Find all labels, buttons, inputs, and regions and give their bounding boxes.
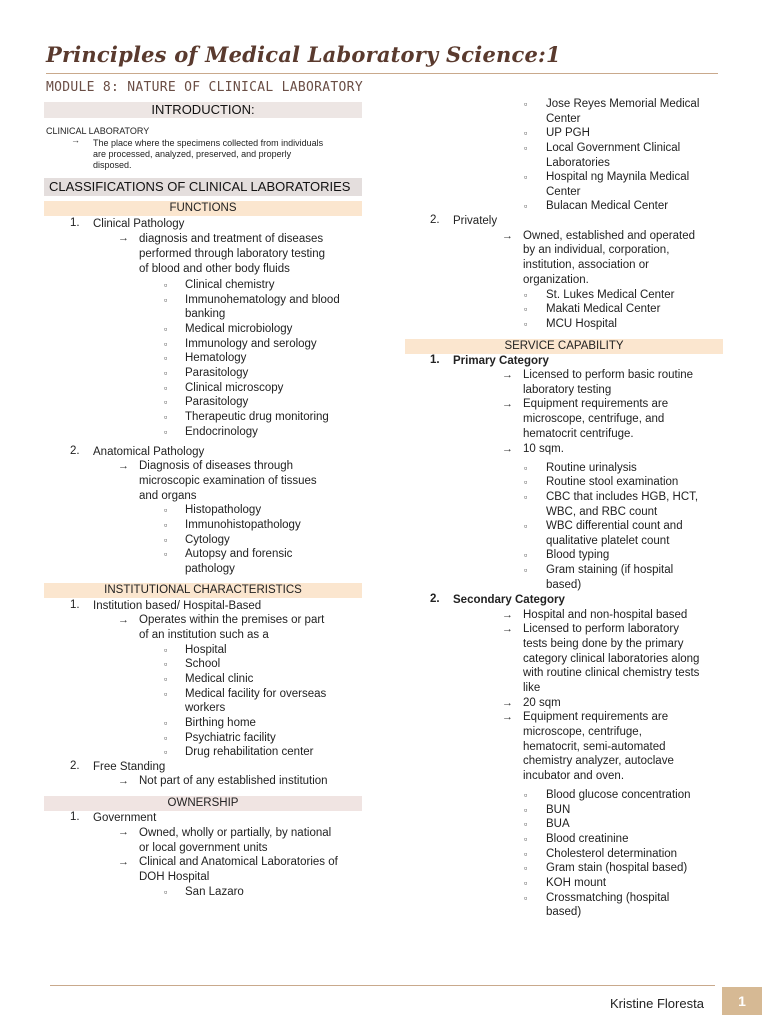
square-bullet-icon: ▫ — [524, 863, 528, 873]
arrow-icon: → — [502, 609, 513, 621]
square-bullet-icon: ▫ — [524, 790, 528, 800]
desc-line: of blood and other body fluids — [139, 263, 290, 275]
square-bullet-icon: ▫ — [524, 819, 528, 829]
author-name: Kristine Floresta — [610, 996, 704, 1011]
arrow-icon: → — [118, 460, 129, 472]
desc-line: Equipment requirements are — [523, 398, 669, 410]
list-item: Clinical chemistry — [185, 279, 275, 291]
list-item: based) — [546, 579, 582, 591]
list-item: Blood typing — [546, 549, 610, 561]
list-item: KOH mount — [546, 877, 607, 889]
desc-line: microscopic examination of tissues — [139, 475, 317, 487]
list-item: Hospital ng Maynila Medical — [546, 171, 690, 183]
square-bullet-icon: ▫ — [524, 99, 528, 109]
square-bullet-icon: ▫ — [164, 339, 168, 349]
square-bullet-icon: ▫ — [164, 412, 168, 422]
list-item: pathology — [185, 563, 235, 575]
square-bullet-icon: ▫ — [524, 304, 528, 314]
arrow-icon: → — [118, 232, 129, 244]
square-bullet-icon: ▫ — [524, 492, 528, 502]
list-item: Routine urinalysis — [546, 462, 637, 474]
desc-line: organization. — [523, 274, 589, 286]
desc-line: hematocrit, semi-automated — [523, 741, 666, 753]
arrow-icon: → — [118, 856, 129, 868]
list-item: Hematology — [185, 352, 247, 364]
square-bullet-icon: ▫ — [164, 520, 168, 530]
square-bullet-icon: ▫ — [164, 505, 168, 515]
square-bullet-icon: ▫ — [524, 565, 528, 575]
square-bullet-icon: ▫ — [164, 280, 168, 290]
footer-divider — [50, 985, 715, 986]
square-bullet-icon: ▫ — [524, 128, 528, 138]
square-bullet-icon: ▫ — [164, 718, 168, 728]
desc-line: tests being done by the primary — [523, 638, 684, 650]
arrow-icon: → — [502, 711, 513, 723]
square-bullet-icon: ▫ — [164, 295, 168, 305]
function-clinical-pathology: Clinical Pathology — [93, 218, 185, 230]
list-item: Medical facility for overseas — [185, 688, 327, 700]
list-item: Therapeutic drug monitoring — [185, 411, 329, 423]
list-item: Blood glucose concentration — [546, 789, 691, 801]
square-bullet-icon: ▫ — [524, 878, 528, 888]
square-bullet-icon: ▫ — [164, 353, 168, 363]
list-number: 1. — [70, 217, 80, 229]
list-item: Immunohematology and blood — [185, 294, 340, 306]
arrow-icon: → — [118, 775, 129, 787]
institution-based-title: Institution based/ Hospital-Based — [93, 600, 262, 612]
desc-line: or local government units — [139, 842, 268, 854]
list-item: Gram stain (hospital based) — [546, 862, 688, 874]
list-item: St. Lukes Medical Center — [546, 289, 675, 301]
desc-line: microscope, centrifuge, and — [523, 413, 665, 425]
desc-line: performed through laboratory testing — [139, 248, 326, 260]
desc-line: Operates within the premises or part — [139, 614, 325, 626]
square-bullet-icon: ▫ — [524, 834, 528, 844]
square-bullet-icon: ▫ — [164, 733, 168, 743]
square-bullet-icon: ▫ — [164, 383, 168, 393]
square-bullet-icon: ▫ — [164, 747, 168, 757]
square-bullet-icon: ▫ — [164, 645, 168, 655]
arrow-icon: → — [502, 697, 513, 709]
list-item: CBC that includes HGB, HCT, — [546, 491, 699, 503]
list-item: Hospital — [185, 644, 227, 656]
list-item: Psychiatric facility — [185, 732, 276, 744]
privately-title: Privately — [453, 215, 498, 227]
list-item: Medical clinic — [185, 673, 254, 685]
desc-line: Hospital and non-hospital based — [523, 609, 688, 621]
square-bullet-icon: ▫ — [164, 887, 168, 897]
square-bullet-icon: ▫ — [164, 659, 168, 669]
list-item: based) — [546, 906, 582, 918]
list-number: 2. — [430, 214, 440, 226]
list-item: Medical microbiology — [185, 323, 293, 335]
list-item: BUN — [546, 804, 571, 816]
free-standing-title: Free Standing — [93, 761, 166, 773]
arrow-icon: → — [118, 826, 129, 838]
arrow-icon: → — [502, 398, 513, 410]
introduction-heading: INTRODUCTION: — [44, 102, 362, 118]
square-bullet-icon: ▫ — [164, 674, 168, 684]
list-item: School — [185, 658, 221, 670]
list-item: Laboratories — [546, 157, 610, 169]
list-item: Autopsy and forensic — [185, 548, 293, 560]
title-divider — [46, 73, 718, 74]
square-bullet-icon: ▫ — [524, 319, 528, 329]
primary-category-title: Primary Category — [453, 355, 549, 367]
list-item: Cytology — [185, 534, 230, 546]
list-item: Drug rehabilitation center — [185, 746, 314, 758]
list-item: Immunohistopathology — [185, 519, 301, 531]
list-item: WBC, and RBC count — [546, 506, 658, 518]
desc-line: institution, association or — [523, 259, 649, 271]
list-item: Parasitology — [185, 367, 249, 379]
square-bullet-icon: ▫ — [524, 893, 528, 903]
list-item: Routine stool examination — [546, 476, 679, 488]
square-bullet-icon: ▫ — [164, 368, 168, 378]
module-title: MODULE 8: NATURE OF CLINICAL LABORATORY — [46, 80, 363, 95]
list-item: Immunology and serology — [185, 338, 317, 350]
arrow-icon: → — [502, 230, 513, 242]
list-item: MCU Hospital — [546, 318, 617, 330]
list-item: Makati Medical Center — [546, 303, 661, 315]
desc-line: with routine clinical chemistry tests — [523, 667, 700, 679]
list-item: UP PGH — [546, 127, 590, 139]
desc-line: of an institution such as a — [139, 629, 269, 641]
list-item: Birthing home — [185, 717, 256, 729]
list-item: Parasitology — [185, 396, 249, 408]
desc-line: Licensed to perform laboratory — [523, 623, 679, 635]
desc-line: laboratory testing — [523, 384, 612, 396]
list-item: Histopathology — [185, 504, 262, 516]
list-number: 1. — [430, 354, 440, 366]
list-item: qualitative platelet count — [546, 535, 670, 547]
list-item: San Lazaro — [185, 886, 244, 898]
square-bullet-icon: ▫ — [524, 463, 528, 473]
list-item: Local Government Clinical — [546, 142, 681, 154]
square-bullet-icon: ▫ — [524, 849, 528, 859]
list-item: BUA — [546, 818, 570, 830]
page-number: 1 — [722, 987, 762, 1015]
desc-line: Owned, established and operated — [523, 230, 695, 242]
definition-line: disposed. — [93, 160, 132, 170]
list-item: Cholesterol determination — [546, 848, 678, 860]
desc-line: 20 sqm — [523, 697, 561, 709]
square-bullet-icon: ▫ — [164, 549, 168, 559]
list-item: Center — [546, 113, 581, 125]
desc-line: Licensed to perform basic routine — [523, 369, 694, 381]
functions-heading: FUNCTIONS — [44, 201, 362, 216]
square-bullet-icon: ▫ — [524, 143, 528, 153]
desc-line: Equipment requirements are — [523, 711, 669, 723]
desc-line: incubator and oven. — [523, 770, 625, 782]
desc-line: microscope, centrifuge, — [523, 726, 642, 738]
list-number: 1. — [70, 811, 80, 823]
list-item: Crossmatching (hospital — [546, 892, 670, 904]
arrow-icon: → — [502, 369, 513, 381]
square-bullet-icon: ▫ — [524, 290, 528, 300]
list-item: Blood creatinine — [546, 833, 629, 845]
square-bullet-icon: ▫ — [524, 805, 528, 815]
arrow-icon: → — [118, 614, 129, 626]
list-item: Center — [546, 186, 581, 198]
desc-line: by an individual, corporation, — [523, 244, 670, 256]
service-capability-heading: SERVICE CAPABILITY — [405, 339, 723, 354]
function-anatomical-pathology: Anatomical Pathology — [93, 446, 205, 458]
government-title: Government — [93, 812, 157, 824]
square-bullet-icon: ▫ — [524, 172, 528, 182]
list-item: Endocrinology — [185, 426, 258, 438]
square-bullet-icon: ▫ — [524, 521, 528, 531]
classifications-heading: CLASSIFICATIONS OF CLINICAL LABORATORIES — [44, 178, 362, 196]
secondary-category-title: Secondary Category — [453, 594, 565, 606]
desc-line: category clinical laboratories along — [523, 653, 700, 665]
desc-line: Owned, wholly or partially, by national — [139, 827, 332, 839]
page-title: Principles of Medical Laboratory Science:1 — [46, 42, 561, 67]
desc-line: DOH Hospital — [139, 871, 210, 883]
desc-line: Clinical and Anatomical Laboratories of — [139, 856, 338, 868]
list-item: workers — [185, 702, 226, 714]
list-item: Clinical microscopy — [185, 382, 284, 394]
desc-line: diagnosis and treatment of diseases — [139, 233, 324, 245]
list-number: 1. — [70, 599, 80, 611]
square-bullet-icon: ▫ — [164, 397, 168, 407]
ownership-heading: OWNERSHIP — [44, 796, 362, 811]
square-bullet-icon: ▫ — [164, 427, 168, 437]
list-number: 2. — [70, 445, 80, 457]
square-bullet-icon: ▫ — [164, 535, 168, 545]
square-bullet-icon: ▫ — [524, 201, 528, 211]
list-item: Bulacan Medical Center — [546, 200, 669, 212]
square-bullet-icon: ▫ — [164, 689, 168, 699]
list-number: 2. — [430, 593, 440, 605]
list-item: Jose Reyes Memorial Medical — [546, 98, 700, 110]
desc-line: hematocrit centrifuge. — [523, 428, 634, 440]
institutional-heading: INSTITUTIONAL CHARACTERISTICS — [44, 583, 362, 598]
list-item: Gram staining (if hospital — [546, 564, 674, 576]
desc-line: Diagnosis of diseases through — [139, 460, 294, 472]
definition-line: are processed, analyzed, preserved, and properly — [93, 149, 292, 159]
desc-line: 10 sqm. — [523, 443, 564, 455]
desc-line: Not part of any established institution — [139, 775, 328, 787]
square-bullet-icon: ▫ — [524, 477, 528, 487]
desc-line: like — [523, 682, 541, 694]
list-number: 2. — [70, 760, 80, 772]
definition-line: The place where the specimens collected from individuals — [93, 138, 324, 148]
arrow-icon: → — [502, 623, 513, 635]
arrow-icon: → — [502, 443, 513, 455]
list-item: banking — [185, 308, 226, 320]
list-item: WBC differential count and — [546, 520, 683, 532]
desc-line: chemistry analyzer, autoclave — [523, 755, 674, 767]
square-bullet-icon: ▫ — [524, 550, 528, 560]
desc-line: and organs — [139, 490, 197, 502]
square-bullet-icon: ▫ — [164, 324, 168, 334]
term-clinical-laboratory: CLINICAL LABORATORY — [46, 126, 150, 136]
arrow-icon: → — [71, 135, 80, 145]
